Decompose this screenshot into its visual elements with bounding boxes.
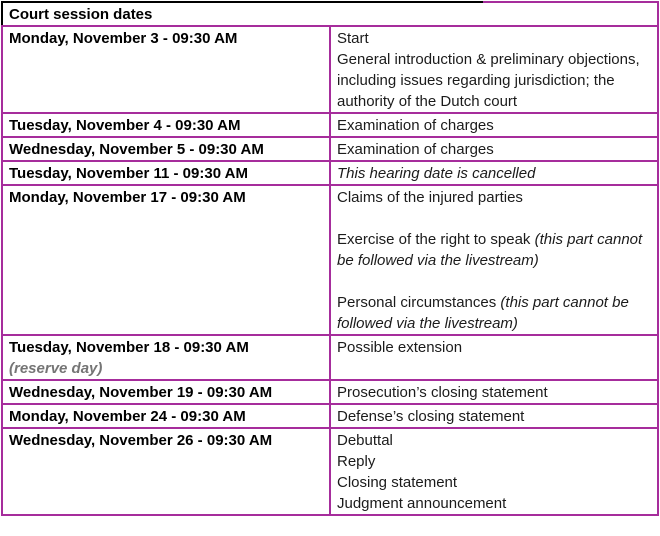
session-date: Tuesday, November 4 - 09:30 AM <box>2 113 330 137</box>
session-date: Wednesday, November 5 - 09:30 AM <box>2 137 330 161</box>
session-description <box>330 185 658 335</box>
table-row <box>2 428 658 515</box>
session-description: Examination of charges <box>330 113 658 137</box>
table-row <box>2 113 658 137</box>
session-description: Prosecution’s closing statement <box>330 380 658 404</box>
table-row <box>2 185 658 335</box>
session-date: Wednesday, November 19 - 09:30 AM <box>2 380 330 404</box>
description-line: Closing statement <box>337 474 458 491</box>
table-row <box>2 380 658 404</box>
description-text: Exercise of the right to speak <box>337 231 535 248</box>
session-date: Tuesday, November 11 - 09:30 AM <box>2 161 330 185</box>
date-line: Tuesday, November 18 - 09:30 AM <box>9 339 249 356</box>
blank-line <box>337 208 651 229</box>
session-date: Monday, November 3 - 09:30 AM <box>2 26 330 113</box>
description-line: Debuttal <box>337 432 393 449</box>
session-date <box>2 335 330 380</box>
court-session-dates-table <box>1 1 659 516</box>
blank-line <box>337 271 651 292</box>
table-row <box>2 137 658 161</box>
description-line: Start <box>337 30 369 47</box>
table-row <box>2 404 658 428</box>
description-line: Reply <box>337 453 376 470</box>
session-description: Examination of charges <box>330 137 658 161</box>
session-date: Monday, November 24 - 09:30 AM <box>2 404 330 428</box>
session-description-cancelled: This hearing date is cancelled <box>330 161 658 185</box>
description-line: General introduction & preliminary objections, including issues regarding jurisdiction; the authority of the Dutch court <box>337 51 640 110</box>
livestream-note: (this part cannot be followed via the livestream) <box>337 231 643 269</box>
session-description: Possible extension <box>330 335 658 380</box>
session-date: Wednesday, November 26 - 09:30 AM <box>2 428 330 515</box>
table-row <box>2 161 658 185</box>
session-description <box>330 428 658 515</box>
table-row <box>2 26 658 113</box>
description-line: Claims of the injured parties <box>337 189 523 206</box>
session-description: Defense’s closing statement <box>330 404 658 428</box>
table-title: Court session dates <box>2 2 658 26</box>
session-description <box>330 26 658 113</box>
description-line <box>337 229 651 271</box>
reserve-day-note: (reserve day) <box>9 360 103 377</box>
table-row <box>2 335 658 380</box>
description-line: Judgment announcement <box>337 495 507 512</box>
livestream-note: (this part cannot be followed via the livestream) <box>337 294 629 332</box>
description-line <box>337 292 651 334</box>
description-text: Personal circumstances <box>337 294 501 311</box>
table-header-row <box>2 2 658 26</box>
session-date: Monday, November 17 - 09:30 AM <box>2 185 330 335</box>
